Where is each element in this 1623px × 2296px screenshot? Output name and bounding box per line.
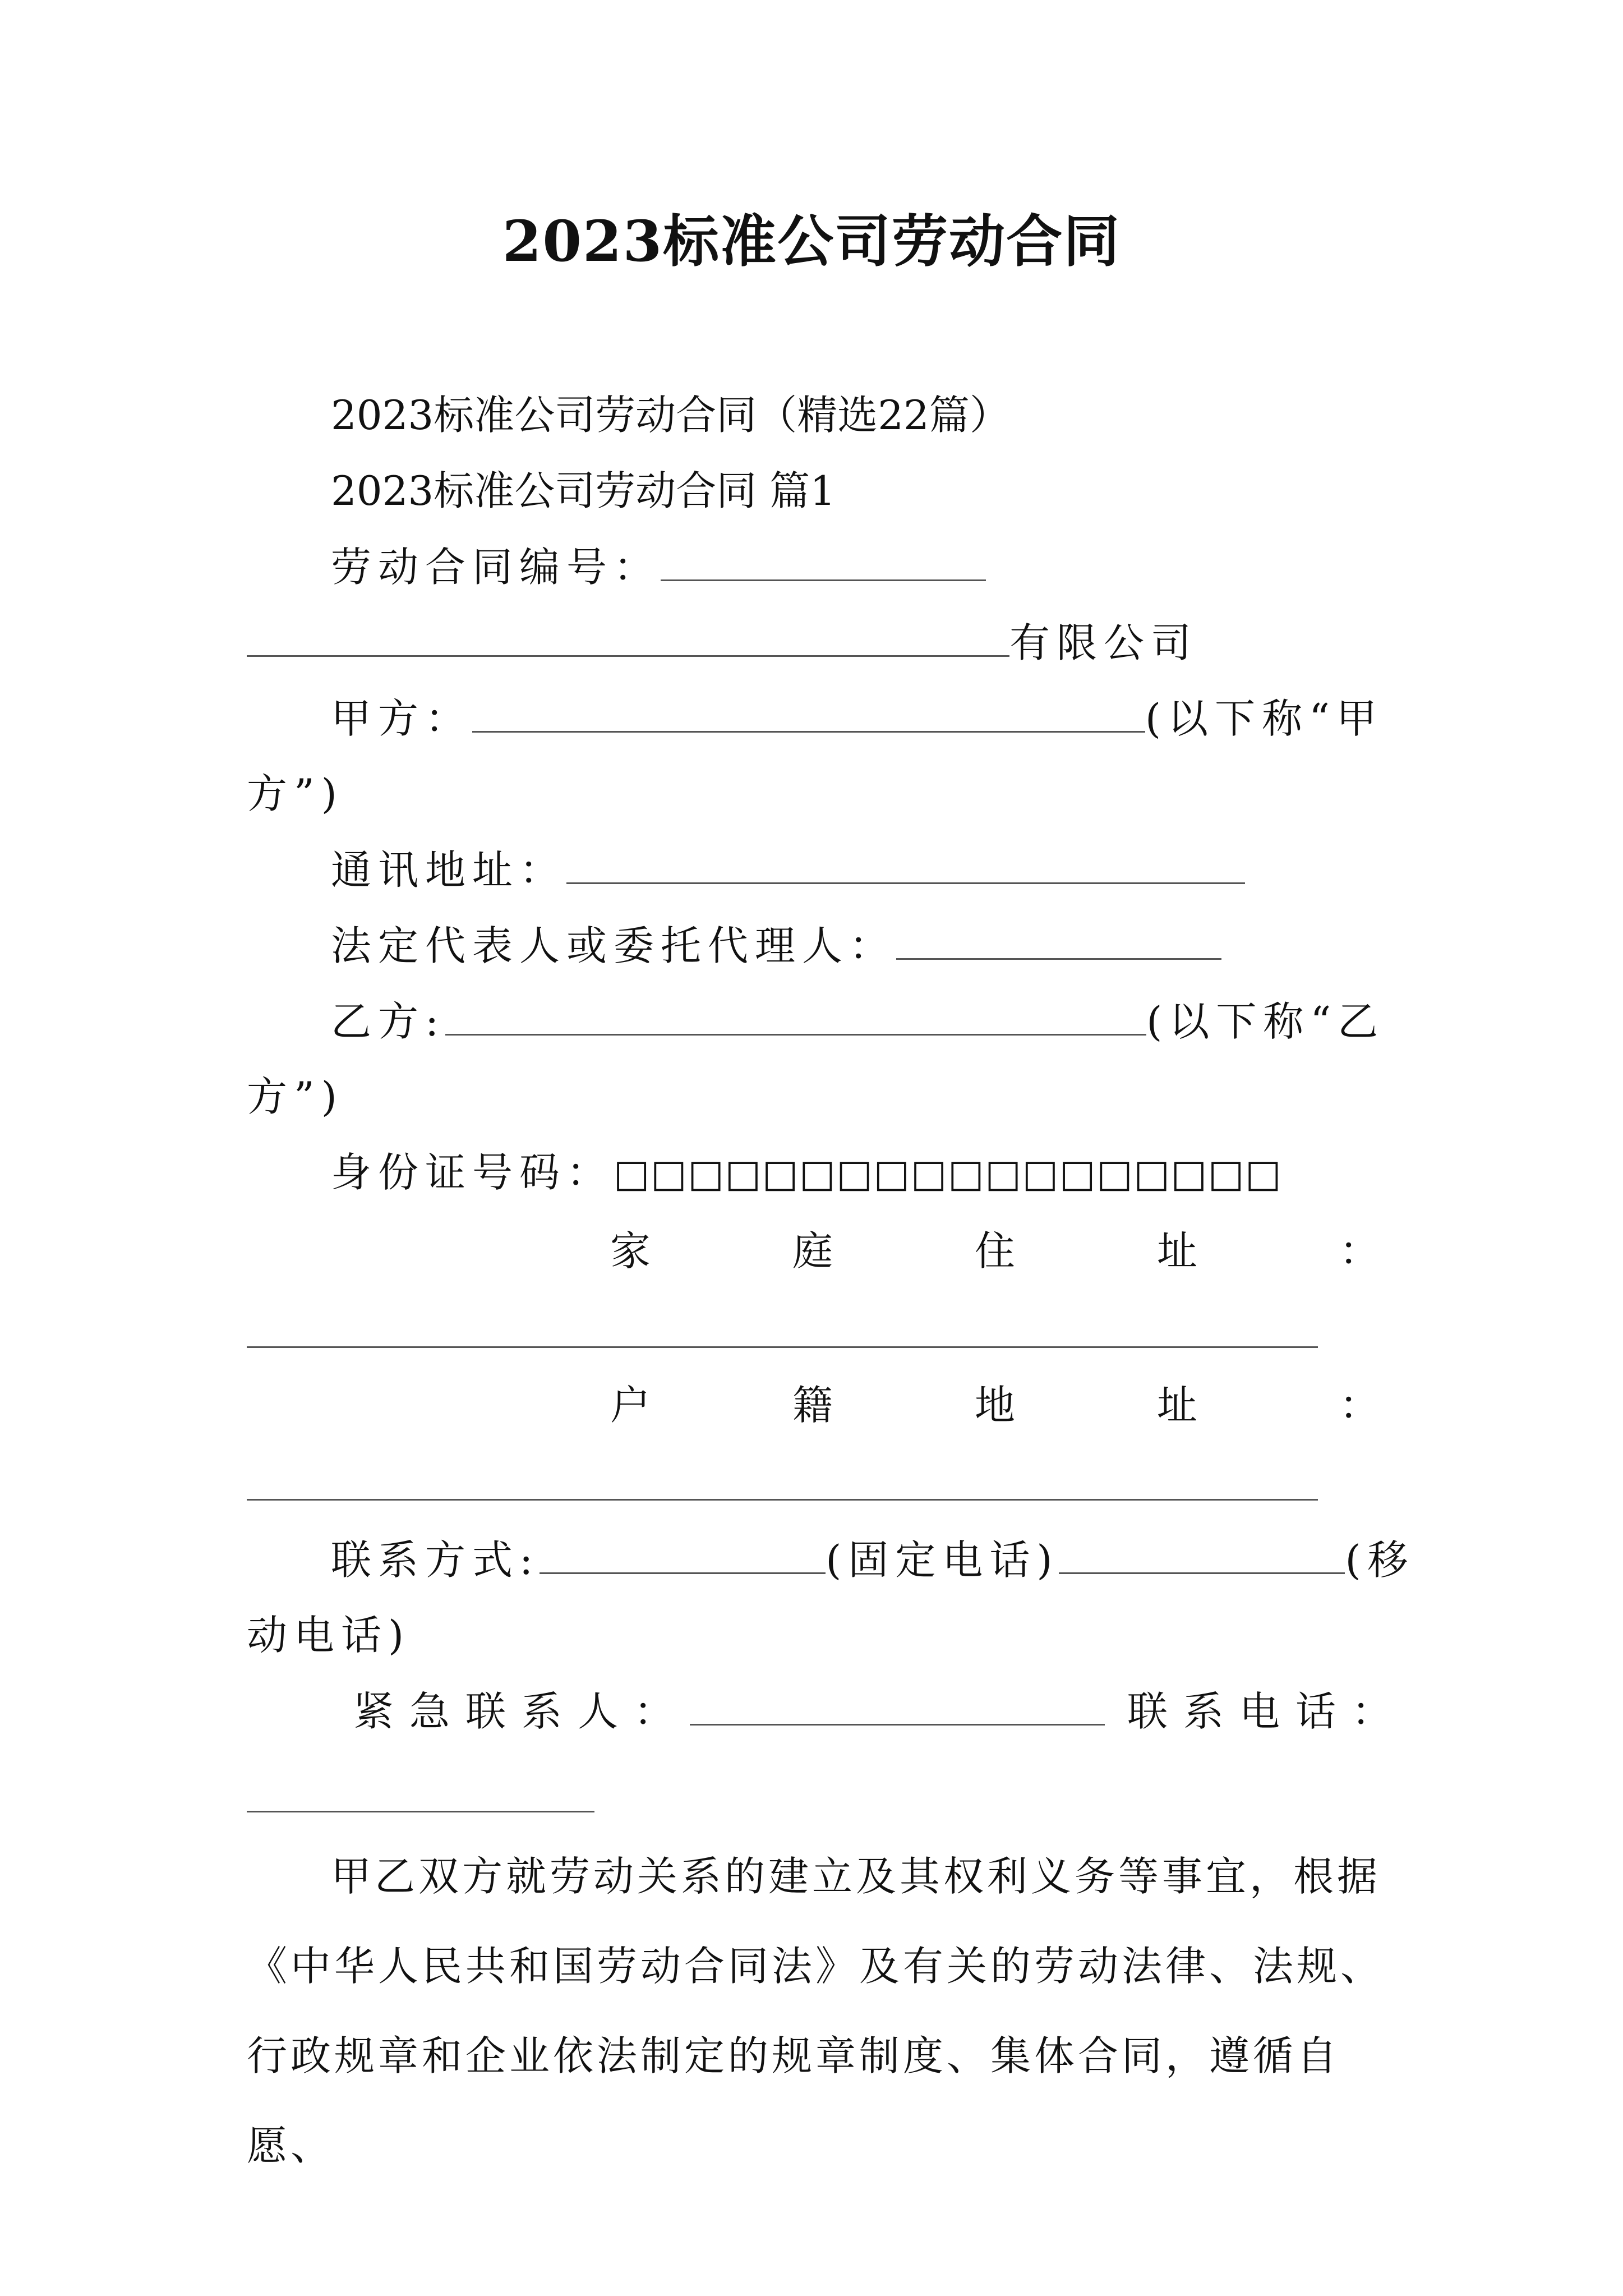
- home-address-char-2: 庭: [792, 1227, 833, 1274]
- home-address-colon: ：: [1339, 1227, 1380, 1274]
- party-a-row: [331, 687, 1384, 749]
- document-title: 2023标准公司劳动合同: [502, 208, 1121, 274]
- emergency-contact-blank[interactable]: [690, 1680, 1105, 1726]
- party-b-label: 乙方:: [331, 998, 446, 1045]
- emergency-contact-label: 紧急联系人：: [353, 1688, 690, 1735]
- home-address-char-1: 家: [610, 1227, 651, 1274]
- household-address-char-4: 址: [1157, 1382, 1198, 1429]
- address-row: [331, 839, 1245, 901]
- representative-label: 法定代表人或委托代理人：: [331, 922, 897, 969]
- contact-label: 联系方式:: [331, 1536, 540, 1584]
- household-address-char-3: 地: [975, 1382, 1016, 1429]
- household-address-blank[interactable]: [247, 1499, 1318, 1501]
- body-paragraph: 甲乙双方就劳动关系的建立及其权利义务等事宜，根据《中华人民共和国劳动合同法》及有关的劳动法律、法规、行政规章和企业依法制定的规章制度、集体合同，遵循自愿、: [247, 1853, 1385, 2169]
- party-a-blank[interactable]: [472, 687, 1145, 733]
- party-a-suffix-wrap: 方”): [247, 770, 344, 817]
- mobile-blank[interactable]: [1059, 1529, 1345, 1574]
- id-number-boxes[interactable]: □□□□□□□□□□□□□□□□□□: [614, 1152, 1283, 1196]
- section-subtitle: 2023标准公司劳动合同 篇1: [331, 467, 836, 514]
- contract-number-row: [331, 536, 986, 598]
- company-name-blank[interactable]: [247, 611, 1009, 657]
- party-b-row: [331, 990, 1385, 1052]
- party-b-suffix-wrap: 方”): [247, 1073, 344, 1120]
- id-number-label: 身份证号码：: [331, 1149, 614, 1196]
- party-a-label: 甲方：: [331, 695, 473, 742]
- address-label: 通讯地址：: [331, 846, 567, 894]
- emergency-phone-blank[interactable]: [247, 1811, 594, 1812]
- representative-row: [331, 914, 1221, 977]
- party-b-blank[interactable]: [445, 990, 1146, 1036]
- company-suffix: 有限公司: [1009, 619, 1198, 666]
- contact-row: [331, 1529, 1415, 1591]
- collection-subtitle: 2023标准公司劳动合同（精选22篇）: [331, 392, 1010, 439]
- home-address-char-4: 址: [1157, 1227, 1198, 1274]
- representative-blank[interactable]: [896, 914, 1221, 960]
- company-name-row: [247, 611, 1198, 674]
- household-address-char-2: 籍: [792, 1382, 833, 1429]
- landline-label: (固定电话): [826, 1536, 1059, 1584]
- contract-number-blank[interactable]: [661, 536, 986, 581]
- home-address-char-3: 住: [975, 1227, 1016, 1274]
- landline-blank[interactable]: [540, 1529, 826, 1574]
- party-a-suffix: (以下称“甲: [1145, 695, 1384, 742]
- home-address-blank[interactable]: [247, 1346, 1318, 1348]
- id-number-row: [331, 1142, 1282, 1205]
- emergency-contact-row: [353, 1680, 1408, 1742]
- contract-number-label: 劳动合同编号：: [331, 544, 661, 591]
- mobile-label: (移: [1345, 1536, 1415, 1584]
- household-address-char-1: 户: [610, 1382, 651, 1429]
- address-blank[interactable]: [566, 839, 1245, 884]
- household-address-colon: ：: [1339, 1382, 1380, 1429]
- mobile-label-wrap: 动电话): [247, 1612, 411, 1659]
- emergency-phone-label: 联系电话：: [1127, 1688, 1408, 1735]
- party-b-suffix: (以下称“乙: [1146, 998, 1385, 1045]
